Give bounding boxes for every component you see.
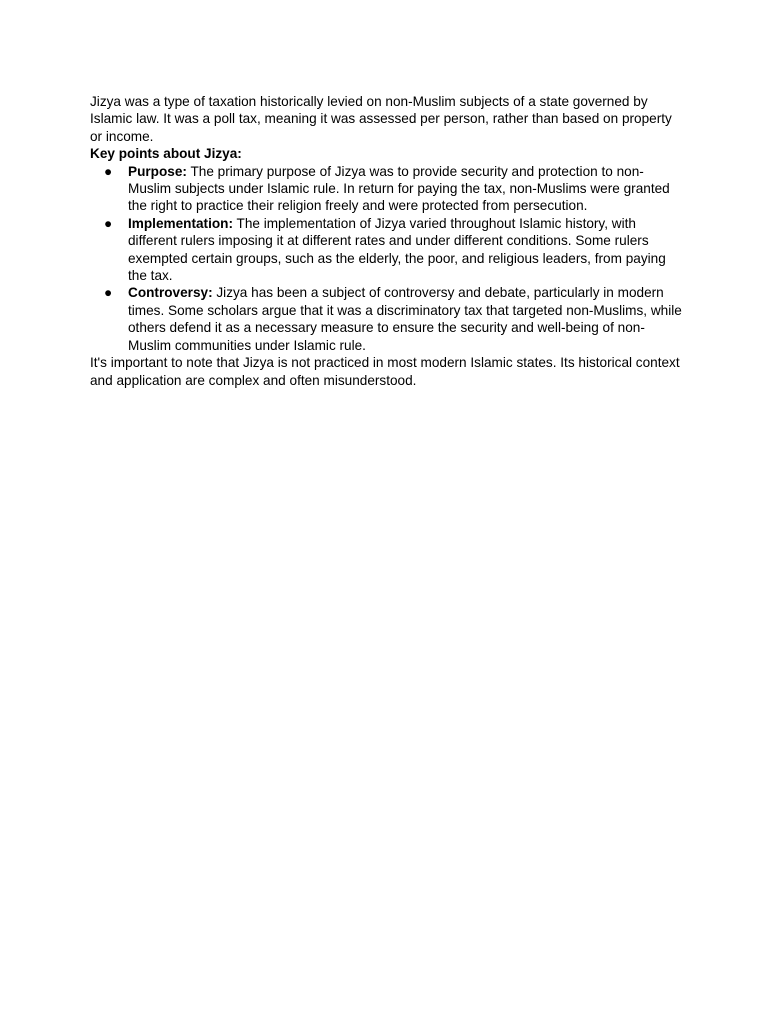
point-text: Jizya has been a subject of controversy and debate, particularly in modern times. Some scholars argue that it was a discriminatory tax that targeted non-Muslims, while others defend it as a necessary measure to ensure the security and well-being of non-Muslim communities under Islamic rule. (128, 285, 682, 353)
point-term: Implementation: (128, 215, 233, 231)
closing-paragraph: It's important to note that Jizya is not practiced in most modern Islamic states. Its historical context and application are complex and often misunderstood. (90, 355, 680, 388)
key-points-heading: Key points about Jizya: (90, 146, 242, 162)
bullet-icon: ● (104, 163, 113, 179)
document-page (90, 93, 682, 389)
list-item-implementation (90, 215, 682, 285)
list-item-purpose (90, 163, 682, 215)
point-text: The primary purpose of Jizya was to provide security and protection to non-Muslim subjects under Islamic rule. In return for paying the tax, non-Muslims were granted the right to practice their religion freely and were protected from persecution. (128, 163, 670, 214)
list-item-controversy (90, 284, 682, 354)
bullet-icon: ● (104, 285, 113, 301)
point-term: Purpose: (128, 163, 187, 179)
bullet-icon: ● (104, 215, 113, 231)
point-term: Controversy: (128, 285, 213, 301)
key-points-list (90, 163, 682, 354)
point-text: The implementation of Jizya varied throughout Islamic history, with different rulers imposing it at different rates and under different conditions. Some rulers exempted certain groups, such as the elderly, the poor, and religious leaders, from paying the tax. (128, 215, 666, 284)
intro-paragraph: Jizya was a type of taxation historically levied on non-Muslim subjects of a state governed by Islamic law. It was a poll tax, meaning it was assessed per person, rather than based on property or income. (90, 94, 672, 144)
